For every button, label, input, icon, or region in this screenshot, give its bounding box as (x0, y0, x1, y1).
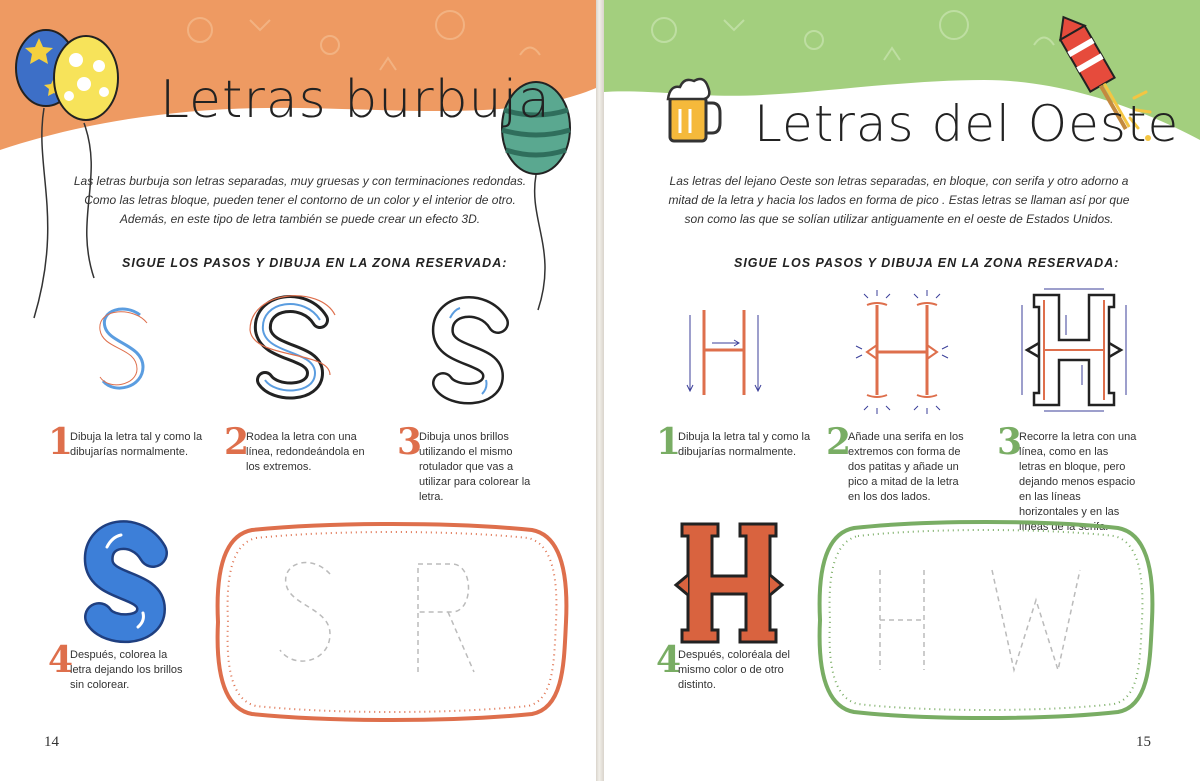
western-h-example (674, 520, 784, 650)
step-number: 3 (397, 421, 423, 463)
step-number: 2 (826, 421, 852, 463)
step-number: 3 (997, 421, 1023, 463)
step-number: 1 (656, 421, 682, 463)
bubble-s-example (85, 525, 175, 645)
step-text: Dibuja unos brillos utilizando el mismo rotulador que vas a utilizar para colorear la letra. (419, 431, 531, 503)
step-number: 2 (224, 421, 250, 463)
intro-text-right: Las letras del lejano Oeste son letras separadas, en bloque, con serifa y otro adorno a mitad de la letra y hacia los lados en forma de pico . Estas letras se llaman así por que son como las que se solían utilizar antiguamente en el oeste de Estados Unidos. (668, 174, 1130, 226)
book-gutter (596, 0, 604, 781)
beer-mug-icon (664, 75, 724, 145)
practice-area-left[interactable] (212, 522, 572, 722)
step2-s-illustration (245, 295, 345, 405)
balloons-icon (14, 18, 124, 318)
step-text: Después, coloréala del mismo color o de otro distinto. (678, 649, 790, 691)
step-text: Después, colorea la letra dejando los brillos sin colorear. (70, 649, 183, 691)
step-text: Dibuja la letra tal y como la dibujarías normalmente. (678, 431, 811, 458)
step2-h-illustration (852, 290, 952, 415)
step-number: 4 (656, 639, 682, 681)
step-number: 4 (48, 639, 74, 681)
page-number-right: 15 (1136, 734, 1151, 750)
step1-h-illustration (684, 305, 774, 400)
right-page (604, 0, 1200, 781)
page-number-left: 14 (44, 734, 59, 750)
step-text: Recorre la letra con una línea, como en las letras en bloque, pero dejando menos espacio en las líneas horizontales y en las líneas de la serifa. (1019, 431, 1137, 533)
practice-area-right[interactable] (816, 520, 1156, 720)
instruction-left: SIGUE LOS PASOS Y DIBUJA EN LA ZONA RESERVADA: (122, 256, 508, 270)
step1-s-illustration (95, 305, 155, 395)
left-page (0, 0, 596, 781)
step-text: Rodea la letra con una línea, redondeándola en los extremos. (246, 431, 365, 473)
step-number: 1 (48, 421, 74, 463)
page-title-right: Letras del Oeste (754, 95, 1180, 153)
step-text: Dibuja la letra tal y como la dibujarías normalmente. (70, 431, 203, 458)
page-title-left: Letras burbuja (160, 70, 551, 130)
step3-s-illustration (428, 298, 518, 408)
step3-h-illustration (1014, 285, 1134, 415)
intro-text-left: Las letras burbuja son letras separadas, muy gruesas y con terminaciones redondas. Como las letras bloque, pueden tener el contorno de un color y el interior de otro. Además, en este tipo de letra también se puede crear un efecto 3D. (73, 174, 527, 226)
instruction-right: SIGUE LOS PASOS Y DIBUJA EN LA ZONA RESERVADA: (734, 256, 1120, 270)
step-text: Añade una serifa en los extremos con forma de dos patitas y añade un pico a mitad de la letra en los dos lados. (848, 431, 964, 503)
